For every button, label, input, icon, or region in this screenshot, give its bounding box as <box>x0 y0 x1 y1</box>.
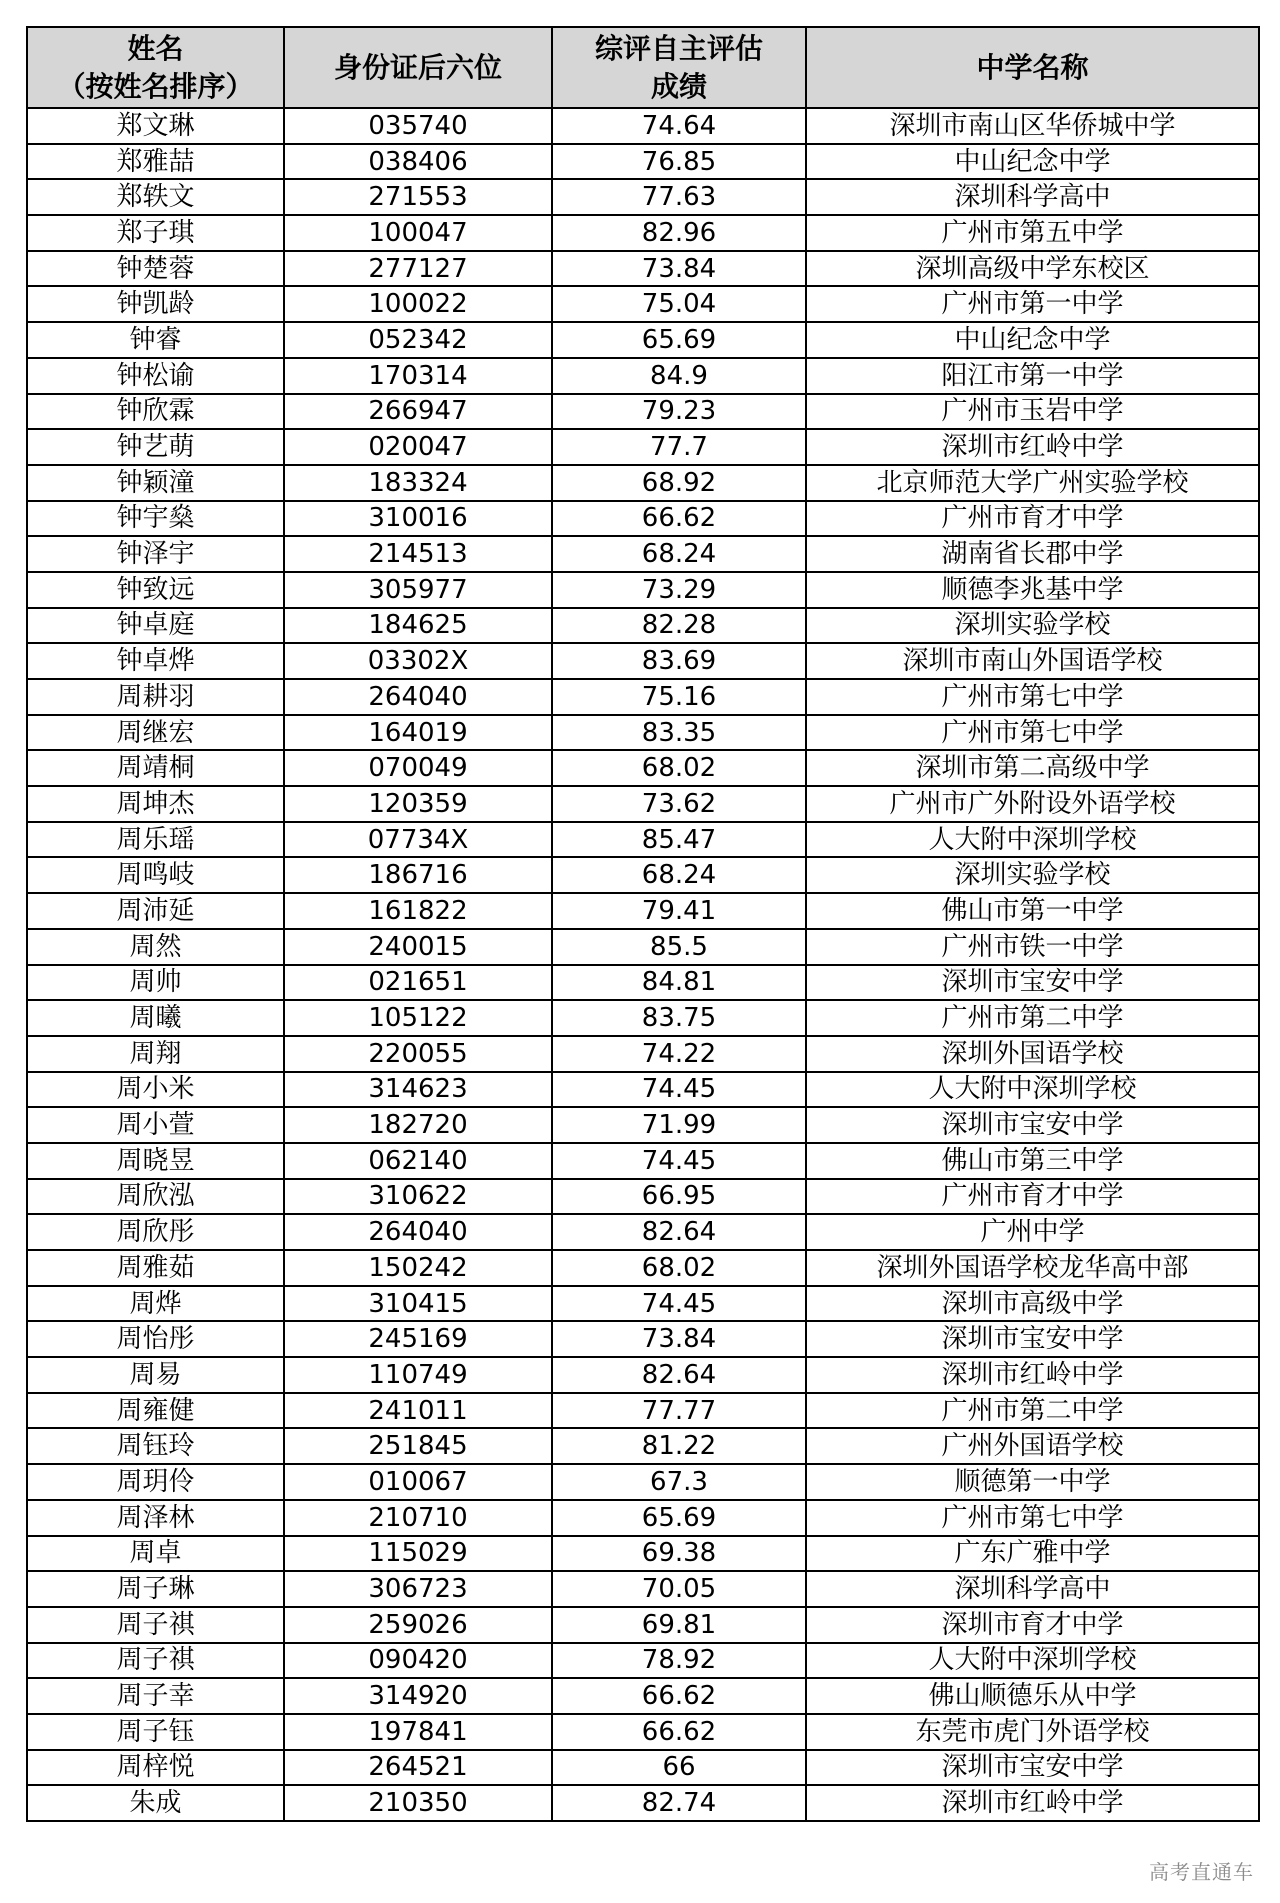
cell-score: 76.85 <box>552 144 806 180</box>
cell-school: 广州市广外附设外语学校 <box>806 786 1259 822</box>
cell-school: 顺德第一中学 <box>806 1464 1259 1500</box>
table-row <box>27 1214 1259 1250</box>
cell-id: 214513 <box>284 536 552 572</box>
cell-id: 035740 <box>284 108 552 144</box>
cell-id: 184625 <box>284 608 552 644</box>
table-row <box>27 215 1259 251</box>
cell-school: 深圳市南山区华侨城中学 <box>806 108 1259 144</box>
table-row <box>27 715 1259 751</box>
cell-score: 82.96 <box>552 215 806 251</box>
cell-name: 钟艺萌 <box>27 429 284 465</box>
cell-name: 周翔 <box>27 1036 284 1072</box>
cell-school: 广州市育才中学 <box>806 501 1259 537</box>
cell-score: 74.22 <box>552 1036 806 1072</box>
cell-name: 周玥伶 <box>27 1464 284 1500</box>
table-row <box>27 608 1259 644</box>
cell-score: 68.24 <box>552 857 806 893</box>
cell-score: 82.74 <box>552 1785 806 1821</box>
cell-name: 周卓 <box>27 1536 284 1572</box>
cell-school: 广州市第五中学 <box>806 215 1259 251</box>
table-row <box>27 1321 1259 1357</box>
cell-id: 010067 <box>284 1464 552 1500</box>
cell-name: 郑轶文 <box>27 179 284 215</box>
cell-id: 271553 <box>284 179 552 215</box>
cell-id: 161822 <box>284 893 552 929</box>
cell-score: 85.5 <box>552 929 806 965</box>
cell-score: 65.69 <box>552 322 806 358</box>
cell-id: 220055 <box>284 1036 552 1072</box>
table-row <box>27 286 1259 322</box>
cell-school: 广州市铁一中学 <box>806 929 1259 965</box>
cell-name: 周耕羽 <box>27 679 284 715</box>
cell-score: 74.45 <box>552 1143 806 1179</box>
cell-school: 深圳市高级中学 <box>806 1286 1259 1322</box>
table-header <box>27 27 1259 108</box>
cell-score: 77.7 <box>552 429 806 465</box>
cell-school: 深圳市南山外国语学校 <box>806 643 1259 679</box>
table-row <box>27 358 1259 394</box>
cell-id: 310016 <box>284 501 552 537</box>
cell-id: 277127 <box>284 251 552 287</box>
cell-score: 79.23 <box>552 394 806 430</box>
cell-score: 77.77 <box>552 1393 806 1429</box>
cell-id: 070049 <box>284 750 552 786</box>
table-row <box>27 643 1259 679</box>
cell-id: 021651 <box>284 965 552 1001</box>
table-row <box>27 1464 1259 1500</box>
table-row <box>27 1286 1259 1322</box>
cell-id: 115029 <box>284 1536 552 1572</box>
cell-id: 186716 <box>284 857 552 893</box>
cell-name: 周坤杰 <box>27 786 284 822</box>
cell-id: 183324 <box>284 465 552 501</box>
cell-id: 110749 <box>284 1357 552 1393</box>
cell-id: 150242 <box>284 1250 552 1286</box>
cell-school: 深圳高级中学东校区 <box>806 251 1259 287</box>
cell-score: 73.62 <box>552 786 806 822</box>
table-row <box>27 1785 1259 1821</box>
cell-school: 人大附中深圳学校 <box>806 1643 1259 1679</box>
table-row <box>27 1107 1259 1143</box>
cell-name: 钟泽宇 <box>27 536 284 572</box>
cell-score: 66.95 <box>552 1179 806 1215</box>
table-row <box>27 1393 1259 1429</box>
cell-id: 105122 <box>284 1000 552 1036</box>
cell-score: 69.81 <box>552 1607 806 1643</box>
cell-school: 广州市第二中学 <box>806 1393 1259 1429</box>
cell-name: 周帅 <box>27 965 284 1001</box>
table-row <box>27 1036 1259 1072</box>
cell-id: 100047 <box>284 215 552 251</box>
table-row <box>27 1536 1259 1572</box>
table-row <box>27 893 1259 929</box>
table-row <box>27 144 1259 180</box>
cell-school: 广州市第二中学 <box>806 1000 1259 1036</box>
table-row <box>27 1072 1259 1108</box>
cell-school: 广州外国语学校 <box>806 1428 1259 1464</box>
cell-school: 深圳科学高中 <box>806 179 1259 215</box>
cell-school: 北京师范大学广州实验学校 <box>806 465 1259 501</box>
cell-score: 77.63 <box>552 179 806 215</box>
cell-name: 周靖桐 <box>27 750 284 786</box>
cell-id: 305977 <box>284 572 552 608</box>
cell-score: 74.45 <box>552 1072 806 1108</box>
cell-score: 85.47 <box>552 822 806 858</box>
cell-name: 周泽林 <box>27 1500 284 1536</box>
cell-school: 深圳实验学校 <box>806 608 1259 644</box>
cell-school: 人大附中深圳学校 <box>806 1072 1259 1108</box>
cell-name: 周雅茹 <box>27 1250 284 1286</box>
cell-school: 中山纪念中学 <box>806 144 1259 180</box>
cell-name: 周子钰 <box>27 1714 284 1750</box>
cell-id: 314920 <box>284 1678 552 1714</box>
cell-school: 深圳科学高中 <box>806 1571 1259 1607</box>
table-row <box>27 536 1259 572</box>
table-row <box>27 750 1259 786</box>
cell-school: 深圳市红岭中学 <box>806 1357 1259 1393</box>
cell-school: 广州市第七中学 <box>806 1500 1259 1536</box>
cell-school: 湖南省长郡中学 <box>806 536 1259 572</box>
cell-id: 197841 <box>284 1714 552 1750</box>
header-score-line2: 成绩 <box>650 69 707 103</box>
cell-school: 深圳市育才中学 <box>806 1607 1259 1643</box>
cell-id: 210710 <box>284 1500 552 1536</box>
cell-school: 广州市第一中学 <box>806 286 1259 322</box>
cell-score: 74.45 <box>552 1286 806 1322</box>
cell-school: 顺德李兆基中学 <box>806 572 1259 608</box>
table-row <box>27 822 1259 858</box>
cell-name: 周欣彤 <box>27 1214 284 1250</box>
cell-id: 164019 <box>284 715 552 751</box>
cell-score: 66.62 <box>552 501 806 537</box>
cell-score: 84.9 <box>552 358 806 394</box>
cell-id: 100022 <box>284 286 552 322</box>
cell-id: 182720 <box>284 1107 552 1143</box>
cell-name: 周子琳 <box>27 1571 284 1607</box>
header-score-line1: 综评自主评估 <box>594 31 763 65</box>
cell-score: 68.24 <box>552 536 806 572</box>
cell-school: 深圳市宝安中学 <box>806 1321 1259 1357</box>
cell-score: 73.29 <box>552 572 806 608</box>
cell-name: 郑文琳 <box>27 108 284 144</box>
cell-score: 67.3 <box>552 1464 806 1500</box>
header-school: 中学名称 <box>806 27 1259 108</box>
cell-id: 241011 <box>284 1393 552 1429</box>
cell-id: 310622 <box>284 1179 552 1215</box>
header-score <box>552 27 806 108</box>
cell-school: 深圳外国语学校 <box>806 1036 1259 1072</box>
table-row <box>27 1250 1259 1286</box>
cell-name: 钟凯龄 <box>27 286 284 322</box>
cell-name: 朱成 <box>27 1785 284 1821</box>
table-row <box>27 179 1259 215</box>
score-table <box>26 26 1260 1822</box>
cell-school: 广州市第七中学 <box>806 679 1259 715</box>
header-name <box>27 27 284 108</box>
cell-score: 83.69 <box>552 643 806 679</box>
header-name-line1: 姓名 <box>127 31 184 65</box>
cell-school: 中山纪念中学 <box>806 322 1259 358</box>
cell-score: 68.02 <box>552 750 806 786</box>
cell-id: 052342 <box>284 322 552 358</box>
cell-id: 020047 <box>284 429 552 465</box>
cell-name: 钟卓庭 <box>27 608 284 644</box>
cell-name: 钟睿 <box>27 322 284 358</box>
cell-score: 68.92 <box>552 465 806 501</box>
table-body <box>27 108 1259 1821</box>
cell-score: 84.81 <box>552 965 806 1001</box>
cell-id: 266947 <box>284 394 552 430</box>
cell-school: 东莞市虎门外语学校 <box>806 1714 1259 1750</box>
cell-school: 广州市第七中学 <box>806 715 1259 751</box>
cell-score: 75.16 <box>552 679 806 715</box>
cell-name: 钟宇燊 <box>27 501 284 537</box>
cell-id: 251845 <box>284 1428 552 1464</box>
cell-id: 245169 <box>284 1321 552 1357</box>
cell-name: 周鸣岐 <box>27 857 284 893</box>
cell-name: 周曦 <box>27 1000 284 1036</box>
cell-id: 090420 <box>284 1643 552 1679</box>
cell-name: 钟欣霖 <box>27 394 284 430</box>
cell-score: 75.04 <box>552 286 806 322</box>
cell-score: 69.38 <box>552 1536 806 1572</box>
cell-name: 周小萱 <box>27 1107 284 1143</box>
cell-name: 周子幸 <box>27 1678 284 1714</box>
header-id: 身份证后六位 <box>284 27 552 108</box>
cell-school: 佛山顺德乐从中学 <box>806 1678 1259 1714</box>
table-row <box>27 857 1259 893</box>
cell-score: 70.05 <box>552 1571 806 1607</box>
cell-id: 07734X <box>284 822 552 858</box>
table-row <box>27 1678 1259 1714</box>
cell-score: 68.02 <box>552 1250 806 1286</box>
cell-name: 周继宏 <box>27 715 284 751</box>
cell-name: 周怡彤 <box>27 1321 284 1357</box>
table-row <box>27 1607 1259 1643</box>
cell-school: 广州中学 <box>806 1214 1259 1250</box>
cell-name: 周子祺 <box>27 1643 284 1679</box>
cell-school: 深圳市第二高级中学 <box>806 750 1259 786</box>
table-row <box>27 1750 1259 1786</box>
cell-score: 82.28 <box>552 608 806 644</box>
cell-name: 周钰玲 <box>27 1428 284 1464</box>
cell-school: 广东广雅中学 <box>806 1536 1259 1572</box>
table-row <box>27 965 1259 1001</box>
cell-school: 深圳市红岭中学 <box>806 1785 1259 1821</box>
table-row <box>27 108 1259 144</box>
table-row <box>27 1357 1259 1393</box>
cell-id: 210350 <box>284 1785 552 1821</box>
cell-school: 深圳实验学校 <box>806 857 1259 893</box>
header-name-line2: （按姓名排序） <box>57 69 254 103</box>
table-row <box>27 1143 1259 1179</box>
cell-name: 周烨 <box>27 1286 284 1322</box>
table-row <box>27 1500 1259 1536</box>
cell-id: 306723 <box>284 1571 552 1607</box>
table-row <box>27 929 1259 965</box>
cell-name: 周小米 <box>27 1072 284 1108</box>
cell-id: 264040 <box>284 1214 552 1250</box>
score-sheet <box>26 26 1258 1822</box>
cell-name: 周欣泓 <box>27 1179 284 1215</box>
cell-score: 79.41 <box>552 893 806 929</box>
watermark-text: 高考直通车 <box>1149 1860 1254 1884</box>
cell-school: 深圳市宝安中学 <box>806 1750 1259 1786</box>
cell-name: 郑子琪 <box>27 215 284 251</box>
cell-name: 钟颖潼 <box>27 465 284 501</box>
cell-name: 钟松谕 <box>27 358 284 394</box>
cell-score: 74.64 <box>552 108 806 144</box>
cell-name: 周乐瑶 <box>27 822 284 858</box>
table-row <box>27 465 1259 501</box>
cell-name: 周易 <box>27 1357 284 1393</box>
cell-id: 310415 <box>284 1286 552 1322</box>
cell-score: 66.62 <box>552 1678 806 1714</box>
cell-name: 郑雅喆 <box>27 144 284 180</box>
table-row <box>27 1571 1259 1607</box>
cell-id: 264040 <box>284 679 552 715</box>
cell-name: 周子祺 <box>27 1607 284 1643</box>
cell-id: 120359 <box>284 786 552 822</box>
cell-name: 周沛延 <box>27 893 284 929</box>
cell-name: 钟楚蓉 <box>27 251 284 287</box>
cell-id: 038406 <box>284 144 552 180</box>
table-row <box>27 1000 1259 1036</box>
table-row <box>27 251 1259 287</box>
table-row <box>27 429 1259 465</box>
cell-score: 65.69 <box>552 1500 806 1536</box>
table-row <box>27 322 1259 358</box>
cell-score: 78.92 <box>552 1643 806 1679</box>
cell-school: 佛山市第三中学 <box>806 1143 1259 1179</box>
cell-name: 周晓昱 <box>27 1143 284 1179</box>
cell-name: 周梓悦 <box>27 1750 284 1786</box>
cell-id: 264521 <box>284 1750 552 1786</box>
cell-name: 周雍健 <box>27 1393 284 1429</box>
header-row <box>27 27 1259 108</box>
cell-school: 广州市玉岩中学 <box>806 394 1259 430</box>
cell-school: 佛山市第一中学 <box>806 893 1259 929</box>
cell-id: 314623 <box>284 1072 552 1108</box>
cell-score: 73.84 <box>552 1321 806 1357</box>
cell-score: 83.35 <box>552 715 806 751</box>
cell-school: 人大附中深圳学校 <box>806 822 1259 858</box>
cell-school: 深圳市红岭中学 <box>806 429 1259 465</box>
cell-school: 深圳外国语学校龙华高中部 <box>806 1250 1259 1286</box>
cell-id: 062140 <box>284 1143 552 1179</box>
table-row <box>27 501 1259 537</box>
table-row <box>27 679 1259 715</box>
cell-name: 钟卓烨 <box>27 643 284 679</box>
cell-school: 广州市育才中学 <box>806 1179 1259 1215</box>
table-row <box>27 1179 1259 1215</box>
cell-school: 深圳市宝安中学 <box>806 1107 1259 1143</box>
cell-score: 82.64 <box>552 1357 806 1393</box>
cell-name: 钟致远 <box>27 572 284 608</box>
table-row <box>27 572 1259 608</box>
cell-score: 83.75 <box>552 1000 806 1036</box>
table-row <box>27 1428 1259 1464</box>
cell-id: 03302X <box>284 643 552 679</box>
cell-id: 170314 <box>284 358 552 394</box>
cell-score: 73.84 <box>552 251 806 287</box>
table-row <box>27 1714 1259 1750</box>
cell-school: 阳江市第一中学 <box>806 358 1259 394</box>
cell-name: 周然 <box>27 929 284 965</box>
table-row <box>27 1643 1259 1679</box>
cell-score: 66 <box>552 1750 806 1786</box>
cell-id: 240015 <box>284 929 552 965</box>
cell-school: 深圳市宝安中学 <box>806 965 1259 1001</box>
cell-score: 82.64 <box>552 1214 806 1250</box>
cell-score: 66.62 <box>552 1714 806 1750</box>
table-row <box>27 786 1259 822</box>
cell-score: 71.99 <box>552 1107 806 1143</box>
table-row <box>27 394 1259 430</box>
cell-id: 259026 <box>284 1607 552 1643</box>
cell-score: 81.22 <box>552 1428 806 1464</box>
